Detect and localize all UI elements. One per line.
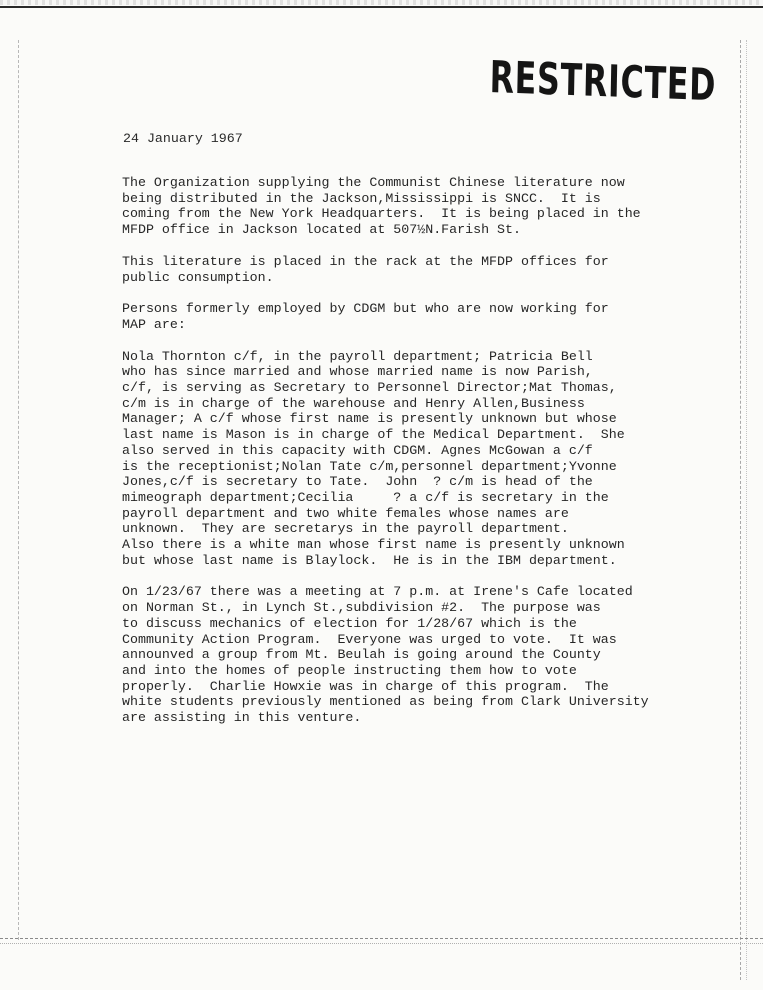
document-date: 24 January 1967 [123, 131, 243, 146]
paragraph [122, 254, 722, 285]
text-line: Also there is a white man whose first name is presently unknown [122, 537, 625, 553]
text-line: who has since married and whose married name is now Parish, [122, 364, 593, 380]
text-line: being distributed in the Jackson,Mississippi is SNCC. It is [122, 190, 601, 206]
scan-top-edge [0, 0, 763, 5]
document-body [122, 175, 722, 742]
scan-left-edge [18, 40, 19, 940]
text-line: also served in this capacity with CDGM. Agnes McGowan a c/f [122, 442, 593, 458]
text-line: coming from the New York Headquarters. It is being placed in the [122, 206, 641, 222]
text-line: Persons formerly employed by CDGM but who are now working for [122, 301, 609, 317]
text-line: white students previously mentioned as being from Clark University [122, 694, 649, 710]
text-line: properly. Charlie Howxie was in charge of this program. The [122, 678, 609, 694]
text-line: Community Action Program. Everyone was urged to vote. It was [122, 631, 617, 647]
text-line: MFDP office in Jackson located at 507½N.Farish St. [122, 222, 521, 238]
text-line: Nola Thornton c/f, in the payroll department; Patricia Bell [122, 348, 593, 364]
text-line: mimeograph department;Cecilia ? a c/f is secretary in the [122, 489, 609, 505]
text-line: This literature is placed in the rack at the MFDP offices for [122, 253, 609, 269]
text-line: are assisting in this venture. [122, 710, 362, 726]
restricted-stamp: RESTRICTED [489, 52, 717, 112]
text-line: public consumption. [122, 269, 274, 285]
text-line: payroll department and two white females whose names are [122, 505, 569, 521]
text-line: The Organization supplying the Communist Chinese literature now [122, 175, 625, 190]
text-line: unknown. They are secretarys in the payroll department. [122, 521, 569, 537]
text-line: is the receptionist;Nolan Tate c/m,personnel department;Yvonne [122, 458, 617, 474]
text-line: Jones,c/f is secretary to Tate. John ? c/m is head of the [122, 474, 593, 490]
text-line: Manager; A c/f whose first name is presently unknown but whose [122, 411, 617, 427]
scan-right-edge [740, 40, 741, 980]
text-line: MAP are: [122, 316, 186, 332]
text-line: c/m is in charge of the warehouse and Henry Allen,Business [122, 395, 585, 411]
text-line: on Norman St., in Lynch St.,subdivision #2. The purpose was [122, 600, 601, 616]
text-line: last name is Mason is in charge of the Medical Department. She [122, 427, 625, 443]
text-line: c/f, is serving as Secretary to Personnel Director;Mat Thomas, [122, 380, 617, 396]
text-line: On 1/23/67 there was a meeting at 7 p.m. at Irene's Cafe located [122, 584, 633, 600]
paragraph [122, 584, 722, 725]
scan-top-line [0, 6, 763, 8]
text-line: but whose last name is Blaylock. He is in the IBM department. [122, 552, 617, 568]
paragraph [122, 175, 722, 238]
text-line: and into the homes of people instructing them how to vote [122, 662, 577, 678]
scan-bottom-edge [0, 938, 763, 939]
scan-bottom-edge-inner [0, 943, 763, 944]
scan-right-edge-inner [746, 40, 747, 980]
paragraph [122, 349, 722, 569]
text-line: to discuss mechanics of election for 1/28/67 which is the [122, 615, 577, 631]
paragraph [122, 301, 722, 332]
text-line: announved a group from Mt. Beulah is going around the County [122, 647, 601, 663]
